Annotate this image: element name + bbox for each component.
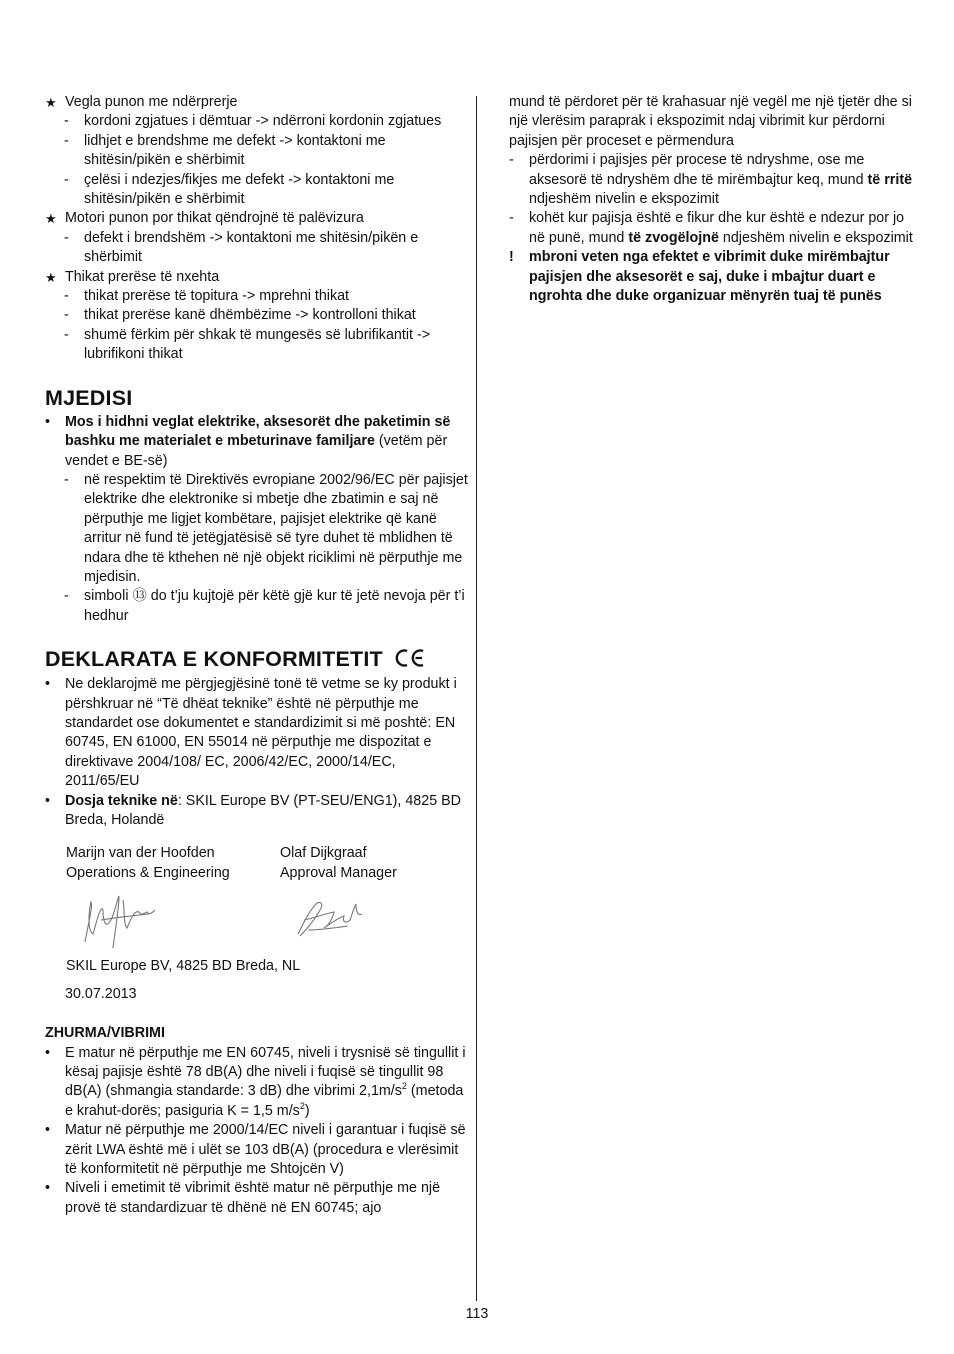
warning-mark: ! (509, 249, 514, 266)
column-divider (476, 96, 477, 1301)
noise-heading: ZHURMA/VIBRIMI (45, 1025, 165, 1042)
trouble-sub-item: - thikat prerëse të topitura -> mprehni thikat (64, 288, 350, 305)
trouble-sub-item: - thikat prerëse kanë dhëmbëzime -> kontrolloni thikat (64, 307, 416, 324)
conformity-bullet-1: • Ne deklarojmë me përgjegjësinë tonë të vetme se ky produkt i përshkruar në “Të dhëat teknike” është në përputhje me standardet ose dokumentet e standardizimit si më poshtë: EN 60745, EN 61000, EN 55014 në përputhje me dispozitat e direktivave 2004/108/ EC, 2006/42/EC, 2000/14/EC, 2011/65/EU (45, 676, 457, 790)
star-icon: ★ (45, 95, 57, 110)
trouble-sub-item: - kordoni zgjatues i dëmtuar -> ndërroni kordonin zgjatues (64, 113, 442, 130)
signature-1-image (79, 890, 159, 950)
trouble-item: ★ Motori punon por thikat qëndrojnë të palëvizura (45, 209, 470, 228)
conformity-bullet-2: • Dosja teknike në: SKIL Europe BV (PT-SEU/ENG1), 4825 BD Breda, Holandë (45, 792, 461, 828)
declaration-date: 30.07.2013 (65, 985, 137, 1002)
vibration-warning: ! mbroni veten nga efektet e vibrimit duke mirëmbajtur pajisjen dhe aksesorët e saj, duke i mbajtur duart e ngrohta dhe duke organizuar mënyrën tuaj të punës (509, 249, 890, 305)
signature-2-image (290, 896, 370, 942)
signatory-1: Marijn van der Hoofden Operations & Engineering (66, 845, 230, 881)
troubleshooting-list (45, 93, 470, 365)
environment-heading: MJEDISI (45, 385, 133, 410)
trouble-sub-item: - shumë fërkim për shkak të mungesës së lubrifikantit -> lubrifikoni thikat (64, 326, 431, 363)
signature-area (45, 892, 470, 952)
trouble-item: ★ Thikat prerëse të nxehta (45, 268, 470, 287)
right-column (509, 93, 914, 306)
noise-sub-1: - përdorimi i pajisjes për procese të ndryshme, ose me aksesorë të ndryshëm dhe të mirëmbajtur keq, mund të rritë ndjeshëm nivelin e ekspozimit (509, 152, 913, 208)
ce-mark-icon (393, 648, 427, 668)
trouble-sub-item: - çelësi i ndezjes/fikjes me defekt -> kontaktoni me shitësin/pikën e shërbimit (64, 171, 395, 208)
page-number: 113 (465, 1306, 489, 1322)
left-column (45, 93, 470, 1218)
noise-sub-2: - kohët kur pajisja është e fikur dhe kur është e ndezur por jo në punë, mund të zvogëlojnë ndjeshëm nivelin e ekspozimit (509, 210, 913, 246)
company-address: SKIL Europe BV, 4825 BD Breda, NL (66, 958, 301, 975)
environment-sub-2: - simboli ⑬ do t’ju kujtojë për këtë gjë kur të jetë nevoja për t’i hedhur (64, 588, 465, 624)
trouble-item: ★ Vegla punon me ndërprerje (45, 93, 470, 112)
trouble-sub-item: - lidhjet e brendshme me defekt -> kontaktoni me shitësin/pikën e shërbimit (64, 132, 386, 169)
trouble-sub-item: - defekt i brendshëm -> kontaktoni me shitësin/pikën e shërbimit (64, 229, 419, 266)
star-icon: ★ (45, 211, 57, 227)
signatory-2: Olaf Dijkgraaf Approval Manager (280, 845, 397, 881)
signatories (45, 844, 470, 892)
environment-bullet-bold: Mos i hidhni veglat elektrike, aksesorët dhe paketimin së bashku me materialet e mbeturinave familjare (65, 413, 451, 450)
environment-sub-1: - në respektim të Direktivës evropiane 2002/96/EC për pajisjet elektrike dhe elektronike si mbetje dhe zbatimin e saj në përputhje me ligjet kombëtare, pajisjet elektrike që kanë arritur në fund të jetëgjatësisë së tyre duhet të mblidhen të ndara dhe të kthehen në një objekt riciklimi në përputhje me mjedisin. (64, 471, 468, 585)
environment-bullet-rest: (vetëm për vendet e BE-së) (65, 433, 448, 469)
noise-bullet-3: • Niveli i emetimit të vibrimit është matur në përputhje me një provë të standardizuar të dhënë në EN 60745; ajo (45, 1180, 441, 1216)
noise-bullet-1: • E matur në përputhje me EN 60745, niveli i trysnisë së tingullit i kësaj pajisje është 78 dB(A) dhe niveli i fuqisë së tingullit 98 dB(A) (shmangia standarde: 3 dB) dhe vibrimi $2,1m/s^2$ (metoda e krahut-dorës; pasiguria K = 1,5 $m/s^2$) (45, 1044, 466, 1119)
noise-continued: mund të përdoret për të krahasuar një vegël me një tjetër dhe si një vlerësim paraprak i ekspozimit ndaj vibrimit kur përdorni pajisjen për proceset e përmendura (509, 94, 912, 149)
noise-bullet-2: • Matur në përputhje me 2000/14/EC niveli i garantuar i fuqisë së zërit LWA është më i ulët se 103 dB(A) (procedura e vlerësimit të konformitetit në përputhje me Shtojcën V) (45, 1122, 466, 1178)
recycle-symbol-ref: ⑬ (132, 588, 147, 605)
star-icon: ★ (45, 269, 57, 285)
environment-bullet: • Mos i hidhni veglat elektrike, aksesorët dhe paketimin së bashku me materialet e mbeturinave familjare (vetëm për vendet e BE-së) (45, 413, 451, 469)
conformity-heading: DEKLARATA E KONFORMITETIT (45, 646, 470, 672)
